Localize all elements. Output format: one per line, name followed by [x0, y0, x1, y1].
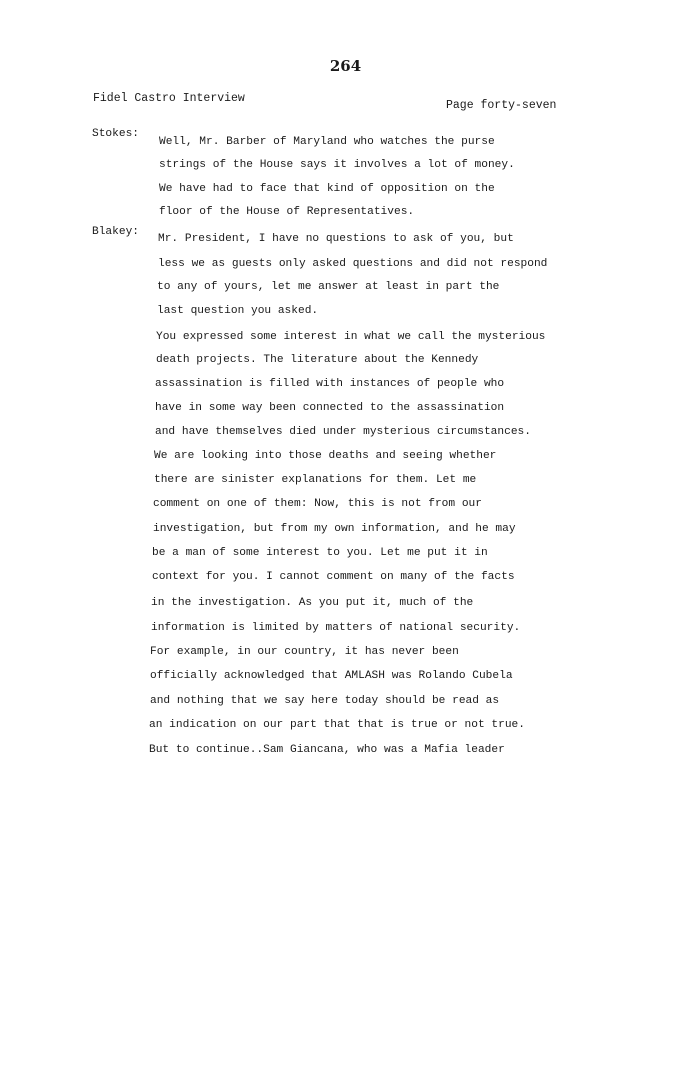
transcript-line: Well, Mr. Barber of Maryland who watches the purse: [159, 136, 495, 148]
transcript-line: But to continue..Sam Giancana, who was a Mafia leader: [149, 744, 505, 756]
transcript-line: and have themselves died under mysterious circumstances.: [155, 426, 531, 438]
transcript-line: death projects. The literature about the Kennedy: [156, 354, 479, 366]
transcript-line: there are sinister explanations for them. Let me: [154, 474, 477, 486]
transcript-line: and nothing that we say here today should be read as: [150, 695, 500, 707]
transcript-line: less we as guests only asked questions and did not respond: [158, 258, 548, 270]
transcript-line: in the investigation. As you put it, much of the: [151, 597, 474, 609]
transcript-line: floor of the House of Representatives.: [159, 206, 415, 218]
transcript-line: assassination is filled with instances of people who: [155, 378, 505, 390]
transcript-line: officially acknowledged that AMLASH was Rolando Cubela: [150, 670, 513, 682]
transcript-line: be a man of some interest to you. Let me put it in: [152, 547, 488, 559]
transcript-line: We have had to face that kind of opposition on the: [159, 183, 495, 195]
transcript-line: We are looking into those deaths and seeing whether: [154, 450, 497, 462]
transcript-line: information is limited by matters of national security.: [151, 622, 521, 634]
transcript-line: context for you. I cannot comment on many of the facts: [152, 571, 515, 583]
transcript-line: have in some way been connected to the assassination: [155, 402, 505, 414]
transcript-line: to any of yours, let me answer at least in part the: [157, 281, 500, 293]
transcript-line: You expressed some interest in what we call the mysterious: [156, 331, 546, 343]
page-number: 264: [329, 57, 362, 75]
transcript-line: last question you asked.: [157, 305, 319, 317]
transcript-line: Mr. President, I have no questions to ask of you, but: [158, 233, 514, 245]
document-title: Fidel Castro Interview: [93, 92, 245, 105]
transcript-line: For example, in our country, it has never been: [150, 646, 459, 658]
speaker-stokes: Stokes:: [92, 128, 139, 140]
transcript-line: strings of the House says it involves a lot of money.: [159, 159, 515, 171]
transcript-line: comment on one of them: Now, this is not from our: [153, 498, 482, 510]
speaker-blakey: Blakey:: [92, 226, 139, 238]
page-label: Page forty-seven: [446, 99, 557, 112]
transcript-line: an indication on our part that that is true or not true.: [149, 719, 525, 731]
transcript-line: investigation, but from my own information, and he may: [153, 523, 516, 535]
